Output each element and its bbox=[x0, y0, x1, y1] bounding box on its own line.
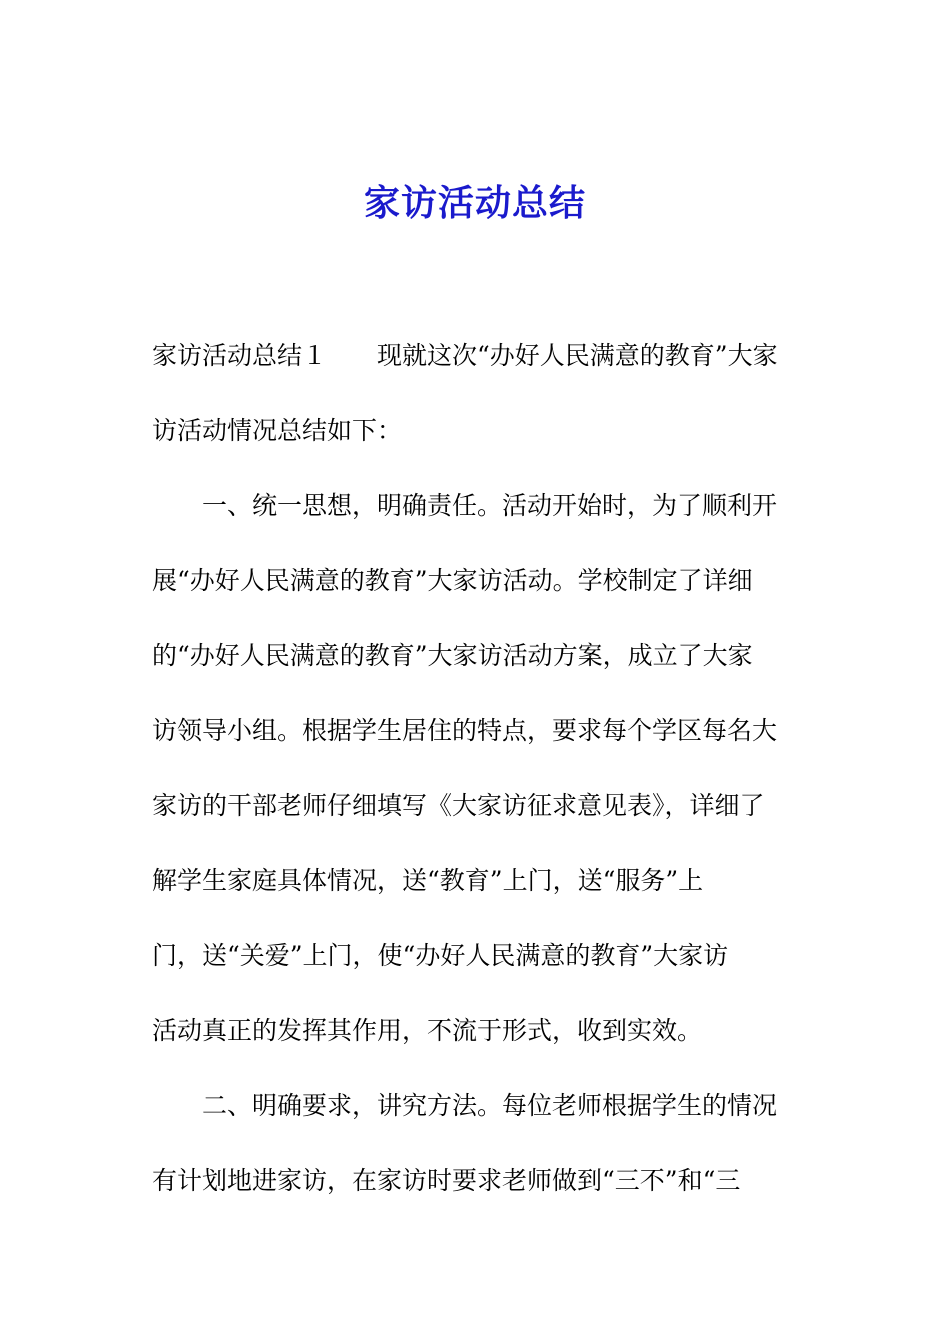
body-line-4: 展“办好人民满意的教育”大家访活动。学校制定了详细 bbox=[152, 566, 753, 595]
section-heading: 家访活动总结１ bbox=[152, 341, 328, 370]
body-line-12: 有计划地进家访，在家访时要求老师做到“三不”和“三 bbox=[152, 1166, 741, 1195]
body-line-1 bbox=[152, 318, 812, 393]
body-line-8: 解学生家庭具体情况，送“教育”上门，送“服务”上 bbox=[152, 866, 704, 895]
intro-text: 现就这次“办好人民满意的教育”大家 bbox=[377, 341, 778, 370]
body-line-9: 门，送“关爱”上门，使“办好人民满意的教育”大家访 bbox=[152, 941, 729, 970]
document-body bbox=[152, 318, 812, 1218]
body-line-10: 活动真正的发挥其作用，不流于形式，收到实效。 bbox=[152, 1016, 703, 1045]
document-title: 家访活动总结 bbox=[363, 182, 586, 224]
body-line-2: 访活动情况总结如下： bbox=[152, 416, 403, 445]
body-line-3: 一、统一思想，明确责任。活动开始时，为了顺利开 bbox=[202, 491, 778, 520]
body-line-5: 的“办好人民满意的教育”大家访活动方案，成立了大家 bbox=[152, 641, 753, 670]
body-line-7: 家访的干部老师仔细填写《大家访征求意见表》，详细了 bbox=[152, 791, 765, 820]
body-line-6: 访领导小组。根据学生居住的特点，要求每个学区每名大 bbox=[152, 716, 778, 745]
body-line-11: 二、明确要求，讲究方法。每位老师根据学生的情况 bbox=[202, 1091, 778, 1120]
